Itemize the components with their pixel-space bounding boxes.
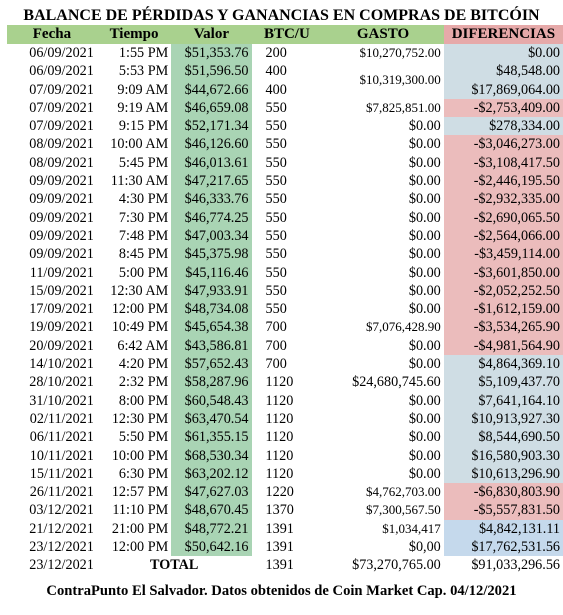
cell-valor: $48,670.45 — [171, 501, 251, 519]
cell-fecha: 08/09/2021 — [29, 154, 94, 171]
cell-diferencia: $4,864,369.10 — [444, 355, 563, 373]
cell-fecha: 26/11/2021 — [29, 484, 94, 501]
cell-diferencia: $10,913,927.30 — [444, 410, 563, 428]
table-row — [7, 337, 563, 355]
cell-fecha: 06/11/2021 — [29, 429, 94, 446]
cell-gasto: $0.00 — [408, 356, 441, 373]
cell-tiempo: 12:30 AM — [110, 282, 169, 299]
table-row — [7, 44, 563, 62]
cell-fecha: 09/09/2021 — [29, 173, 94, 190]
cell-btc: 550 — [265, 99, 287, 116]
table-row — [7, 428, 563, 446]
cell-fecha: 03/12/2021 — [29, 502, 94, 519]
cell-tiempo: 10:49 PM — [111, 319, 169, 336]
table-row — [7, 392, 563, 410]
cell-diferencia: $0.00 — [444, 44, 563, 62]
cell-fecha: 20/09/2021 — [29, 337, 94, 354]
cell-fecha: 23/12/2021 — [29, 539, 94, 556]
cell-fecha: 11/09/2021 — [29, 264, 94, 281]
cell-fecha: 07/09/2021 — [29, 99, 94, 116]
cell-valor: $47,217.65 — [171, 172, 251, 190]
cell-diferencia: -$2,690,065.50 — [444, 209, 563, 227]
cell-valor: $46,333.76 — [171, 190, 251, 208]
cell-gasto: $0.00 — [408, 447, 441, 464]
cell-diferencia: $17,869,064.00 — [444, 81, 563, 99]
cell-diferencia: -$2,446,195.50 — [444, 172, 563, 190]
cell-valor: $43,586.81 — [171, 337, 251, 355]
cell-gasto: $0,00 — [408, 539, 441, 556]
cell-diferencia: -$2,932,335.00 — [444, 190, 563, 208]
cell-tiempo: 4:20 PM — [118, 356, 169, 373]
cell-btc: 400 — [265, 81, 287, 98]
cell-tiempo: 10:00 PM — [111, 447, 169, 464]
cell-tiempo: 11:30 AM — [110, 173, 169, 190]
cell-fecha: 06/09/2021 — [29, 63, 94, 80]
cell-tiempo: 10:00 AM — [110, 136, 169, 153]
cell-tiempo: 12:30 PM — [111, 410, 169, 427]
table-row — [7, 355, 563, 373]
cell-gasto: $0.00 — [408, 410, 441, 427]
cell-tiempo: 9:19 AM — [117, 99, 169, 116]
cell-valor: $60,548.43 — [171, 392, 251, 410]
cell-tiempo: 12:00 PM — [111, 301, 169, 318]
cell-diferencia: $5,109,437.70 — [444, 373, 563, 391]
table-row — [7, 117, 563, 135]
cell-fecha: 28/10/2021 — [29, 374, 94, 391]
cell-tiempo: 6:42 AM — [117, 337, 169, 354]
cell-valor: $51,596.50 — [171, 62, 251, 80]
total-date: 23/12/2021 — [29, 557, 94, 574]
cell-tiempo: 7:48 PM — [118, 227, 169, 244]
cell-diferencia: -$6,830,803.90 — [444, 483, 563, 501]
cell-tiempo: 1:55 PM — [118, 45, 169, 61]
total-diferencia: $91,033,296.56 — [471, 557, 560, 574]
cell-diferencia: -$4,981,564.90 — [444, 337, 563, 355]
table-body — [7, 44, 563, 556]
cell-valor: $45,654.38 — [171, 318, 251, 336]
cell-diferencia: -$2,753,409.00 — [444, 99, 563, 117]
cell-btc: 1120 — [265, 429, 294, 446]
cell-btc: 1120 — [265, 374, 294, 391]
cell-btc: 550 — [265, 246, 287, 263]
cell-valor: $50,642.16 — [171, 538, 251, 556]
cell-diferencia: -$2,052,252.50 — [444, 282, 563, 300]
table-row — [7, 465, 563, 483]
cell-gasto: $1,034,417 — [382, 520, 441, 536]
table-row — [7, 410, 563, 428]
col-header-tiempo: Tiempo — [97, 25, 171, 44]
cell-fecha: 09/09/2021 — [29, 209, 94, 226]
cell-tiempo: 8:00 PM — [118, 392, 169, 409]
table-row — [7, 62, 563, 80]
cell-gasto: $0.00 — [408, 429, 441, 446]
cell-fecha: 14/10/2021 — [29, 356, 94, 373]
cell-gasto: $10,270,752.00 — [359, 45, 441, 60]
col-header-fecha: Fecha — [7, 25, 97, 44]
cell-tiempo: 12:00 PM — [111, 539, 169, 556]
cell-gasto: $4,762,703.00 — [366, 484, 441, 500]
cell-btc: 550 — [265, 118, 287, 135]
cell-btc: 1120 — [265, 392, 294, 409]
cell-fecha: 15/11/2021 — [29, 465, 94, 482]
cell-tiempo: 11:10 PM — [112, 502, 169, 519]
cell-btc: 550 — [265, 209, 287, 226]
cell-diferencia: -$3,601,850.00 — [444, 264, 563, 282]
col-header-gasto: GASTO — [322, 25, 444, 44]
cell-tiempo: 9:09 AM — [117, 81, 169, 98]
table-row — [7, 81, 563, 99]
cell-fecha: 06/09/2021 — [29, 45, 94, 61]
cell-tiempo: 21:00 PM — [111, 520, 169, 537]
cell-valor: $57,652.43 — [171, 355, 251, 373]
table-row — [7, 501, 563, 519]
table-row — [7, 264, 563, 282]
cell-btc: 1120 — [265, 447, 294, 464]
cell-fecha: 02/11/2021 — [29, 410, 94, 427]
table-row — [7, 373, 563, 391]
table-row — [7, 209, 563, 227]
cell-fecha: 19/09/2021 — [29, 319, 94, 336]
cell-diferencia: $4,842,131.11 — [444, 520, 563, 538]
cell-valor: $68,530.34 — [171, 447, 251, 465]
cell-fecha: 09/09/2021 — [29, 246, 94, 263]
cell-fecha: 17/09/2021 — [29, 301, 94, 318]
cell-btc: 550 — [265, 301, 287, 318]
cell-valor: $46,126.60 — [171, 135, 251, 153]
cell-valor: $58,287.96 — [171, 373, 251, 391]
cell-gasto: $0.00 — [408, 118, 441, 135]
cell-gasto: $0.00 — [408, 191, 441, 208]
table-row — [7, 227, 563, 245]
cell-valor: $46,774.25 — [171, 209, 251, 227]
cell-btc: 1391 — [265, 539, 294, 556]
cell-gasto: $0.00 — [408, 282, 441, 299]
col-header-btc: BTC/U — [252, 25, 323, 44]
header-row — [7, 25, 563, 44]
cell-btc: 1220 — [265, 484, 294, 501]
cell-valor: $63,202.12 — [171, 465, 251, 483]
balance-table — [7, 25, 563, 575]
cell-fecha: 15/09/2021 — [29, 282, 94, 299]
cell-fecha: 07/09/2021 — [29, 81, 94, 98]
cell-valor: $52,171.34 — [171, 117, 251, 135]
cell-valor: $45,375.98 — [171, 245, 251, 263]
cell-fecha: 08/09/2021 — [29, 136, 94, 153]
cell-diferencia: -$3,459,114.00 — [444, 245, 563, 263]
total-label: TOTAL — [150, 557, 199, 574]
cell-gasto: $0.00 — [408, 136, 441, 153]
cell-gasto: $0.00 — [408, 154, 441, 171]
cell-tiempo: 9:15 PM — [118, 118, 169, 135]
cell-btc: 550 — [265, 282, 287, 299]
cell-gasto: $10,319,300.00 — [359, 72, 441, 88]
cell-btc: 1120 — [265, 410, 294, 427]
total-row — [7, 556, 563, 574]
cell-btc: 1370 — [265, 502, 294, 519]
cell-btc: 550 — [265, 173, 287, 190]
cell-tiempo: 5:45 PM — [118, 154, 169, 171]
cell-valor: $48,734.08 — [171, 300, 251, 318]
cell-valor: $45,116.46 — [171, 264, 251, 282]
cell-valor: $47,003.34 — [171, 227, 251, 245]
table-row — [7, 282, 563, 300]
table-row — [7, 483, 563, 501]
table-row — [7, 447, 563, 465]
cell-tiempo: 12:57 PM — [111, 484, 169, 501]
cell-gasto: $7,825,851.00 — [366, 99, 441, 115]
cell-fecha: 09/09/2021 — [29, 227, 94, 244]
cell-valor: $63,470.54 — [171, 410, 251, 428]
cell-gasto: $0.00 — [408, 264, 441, 281]
cell-diferencia: -$2,564,066.00 — [444, 227, 563, 245]
table-row — [7, 300, 563, 318]
cell-gasto: $0.00 — [408, 227, 441, 244]
cell-diferencia: $8,544,690.50 — [444, 428, 563, 446]
cell-gasto: $7,300,567.50 — [366, 502, 441, 518]
cell-btc: 550 — [265, 227, 287, 244]
cell-gasto: $0.00 — [408, 301, 441, 318]
total-gasto: $73,270,765.00 — [352, 557, 441, 574]
cell-diferencia: $7,641,164.10 — [444, 392, 563, 410]
cell-valor: $47,933.91 — [171, 282, 251, 300]
cell-diferencia: -$3,534,265.90 — [444, 318, 563, 336]
cell-btc: 1391 — [265, 520, 294, 537]
cell-btc: 200 — [265, 45, 287, 61]
cell-tiempo: 6:30 PM — [118, 465, 169, 482]
cell-fecha: 10/11/2021 — [29, 447, 94, 464]
table-row — [7, 172, 563, 190]
table-row — [7, 154, 563, 172]
cell-tiempo: 2:32 PM — [118, 374, 169, 391]
cell-gasto: $0.00 — [408, 246, 441, 263]
col-header-valor: Valor — [171, 25, 251, 44]
cell-valor: $47,627.03 — [171, 483, 251, 501]
table-row — [7, 99, 563, 117]
table-row — [7, 318, 563, 336]
cell-btc: 550 — [265, 191, 287, 208]
cell-tiempo: 4:30 PM — [118, 191, 169, 208]
cell-diferencia: -$3,108,417.50 — [444, 154, 563, 172]
table-row — [7, 520, 563, 538]
cell-valor: $44,672.66 — [171, 81, 251, 99]
source-footer: ContraPunto El Salvador. Datos obtenidos de Coin Market Cap. 04/12/2021 — [46, 583, 517, 599]
page-title: BALANCE DE PÉRDIDAS Y GANANCIAS EN COMPRAS DE BITCÓIN — [23, 7, 540, 24]
cell-tiempo: 5:53 PM — [118, 63, 169, 80]
cell-fecha: 07/09/2021 — [29, 118, 94, 135]
table-row — [7, 245, 563, 263]
cell-gasto: $0.00 — [408, 173, 441, 190]
col-header-diferencias: DIFERENCIAS — [444, 25, 563, 44]
cell-tiempo: 5:50 PM — [118, 429, 169, 446]
cell-btc: 550 — [265, 154, 287, 171]
cell-btc: 550 — [265, 136, 287, 153]
cell-gasto: $7,076,428.90 — [366, 319, 441, 335]
cell-gasto: $24,680,745.60 — [352, 374, 441, 391]
cell-tiempo: 5:00 PM — [118, 264, 169, 281]
cell-gasto: $0.00 — [408, 465, 441, 482]
cell-valor: $61,355.15 — [171, 428, 251, 446]
cell-gasto: $0.00 — [408, 392, 441, 409]
cell-valor: $46,013.61 — [171, 154, 251, 172]
cell-btc: 400 — [265, 63, 287, 80]
cell-diferencia: $48,548.00 — [444, 62, 563, 80]
cell-diferencia: $17,762,531.56 — [444, 538, 563, 556]
cell-diferencia: $10,613,296.90 — [444, 465, 563, 483]
cell-gasto: $0.00 — [408, 337, 441, 354]
cell-diferencia: -$5,557,831.50 — [444, 501, 563, 519]
cell-btc: 700 — [265, 337, 287, 354]
cell-fecha: 09/09/2021 — [29, 191, 94, 208]
cell-valor: $51,353.76 — [171, 44, 251, 62]
table-row — [7, 190, 563, 208]
cell-diferencia: $278,334.00 — [444, 117, 563, 135]
cell-diferencia: $16,580,903.30 — [444, 447, 563, 465]
cell-btc: 700 — [265, 319, 287, 336]
cell-fecha: 21/12/2021 — [29, 520, 94, 537]
cell-valor: $48,772.21 — [171, 520, 251, 538]
cell-btc: 1120 — [265, 465, 294, 482]
cell-gasto: $0.00 — [408, 209, 441, 226]
table-row — [7, 135, 563, 153]
total-btc: 1391 — [265, 557, 294, 574]
cell-btc: 700 — [265, 356, 287, 373]
table-row — [7, 538, 563, 556]
cell-tiempo: 7:30 PM — [118, 209, 169, 226]
cell-btc: 550 — [265, 264, 287, 281]
cell-diferencia: -$3,046,273.00 — [444, 135, 563, 153]
cell-valor: $46,659.08 — [171, 99, 251, 117]
cell-fecha: 31/10/2021 — [29, 392, 94, 409]
cell-diferencia: -$1,612,159.00 — [444, 300, 563, 318]
cell-tiempo: 8:45 PM — [118, 246, 169, 263]
